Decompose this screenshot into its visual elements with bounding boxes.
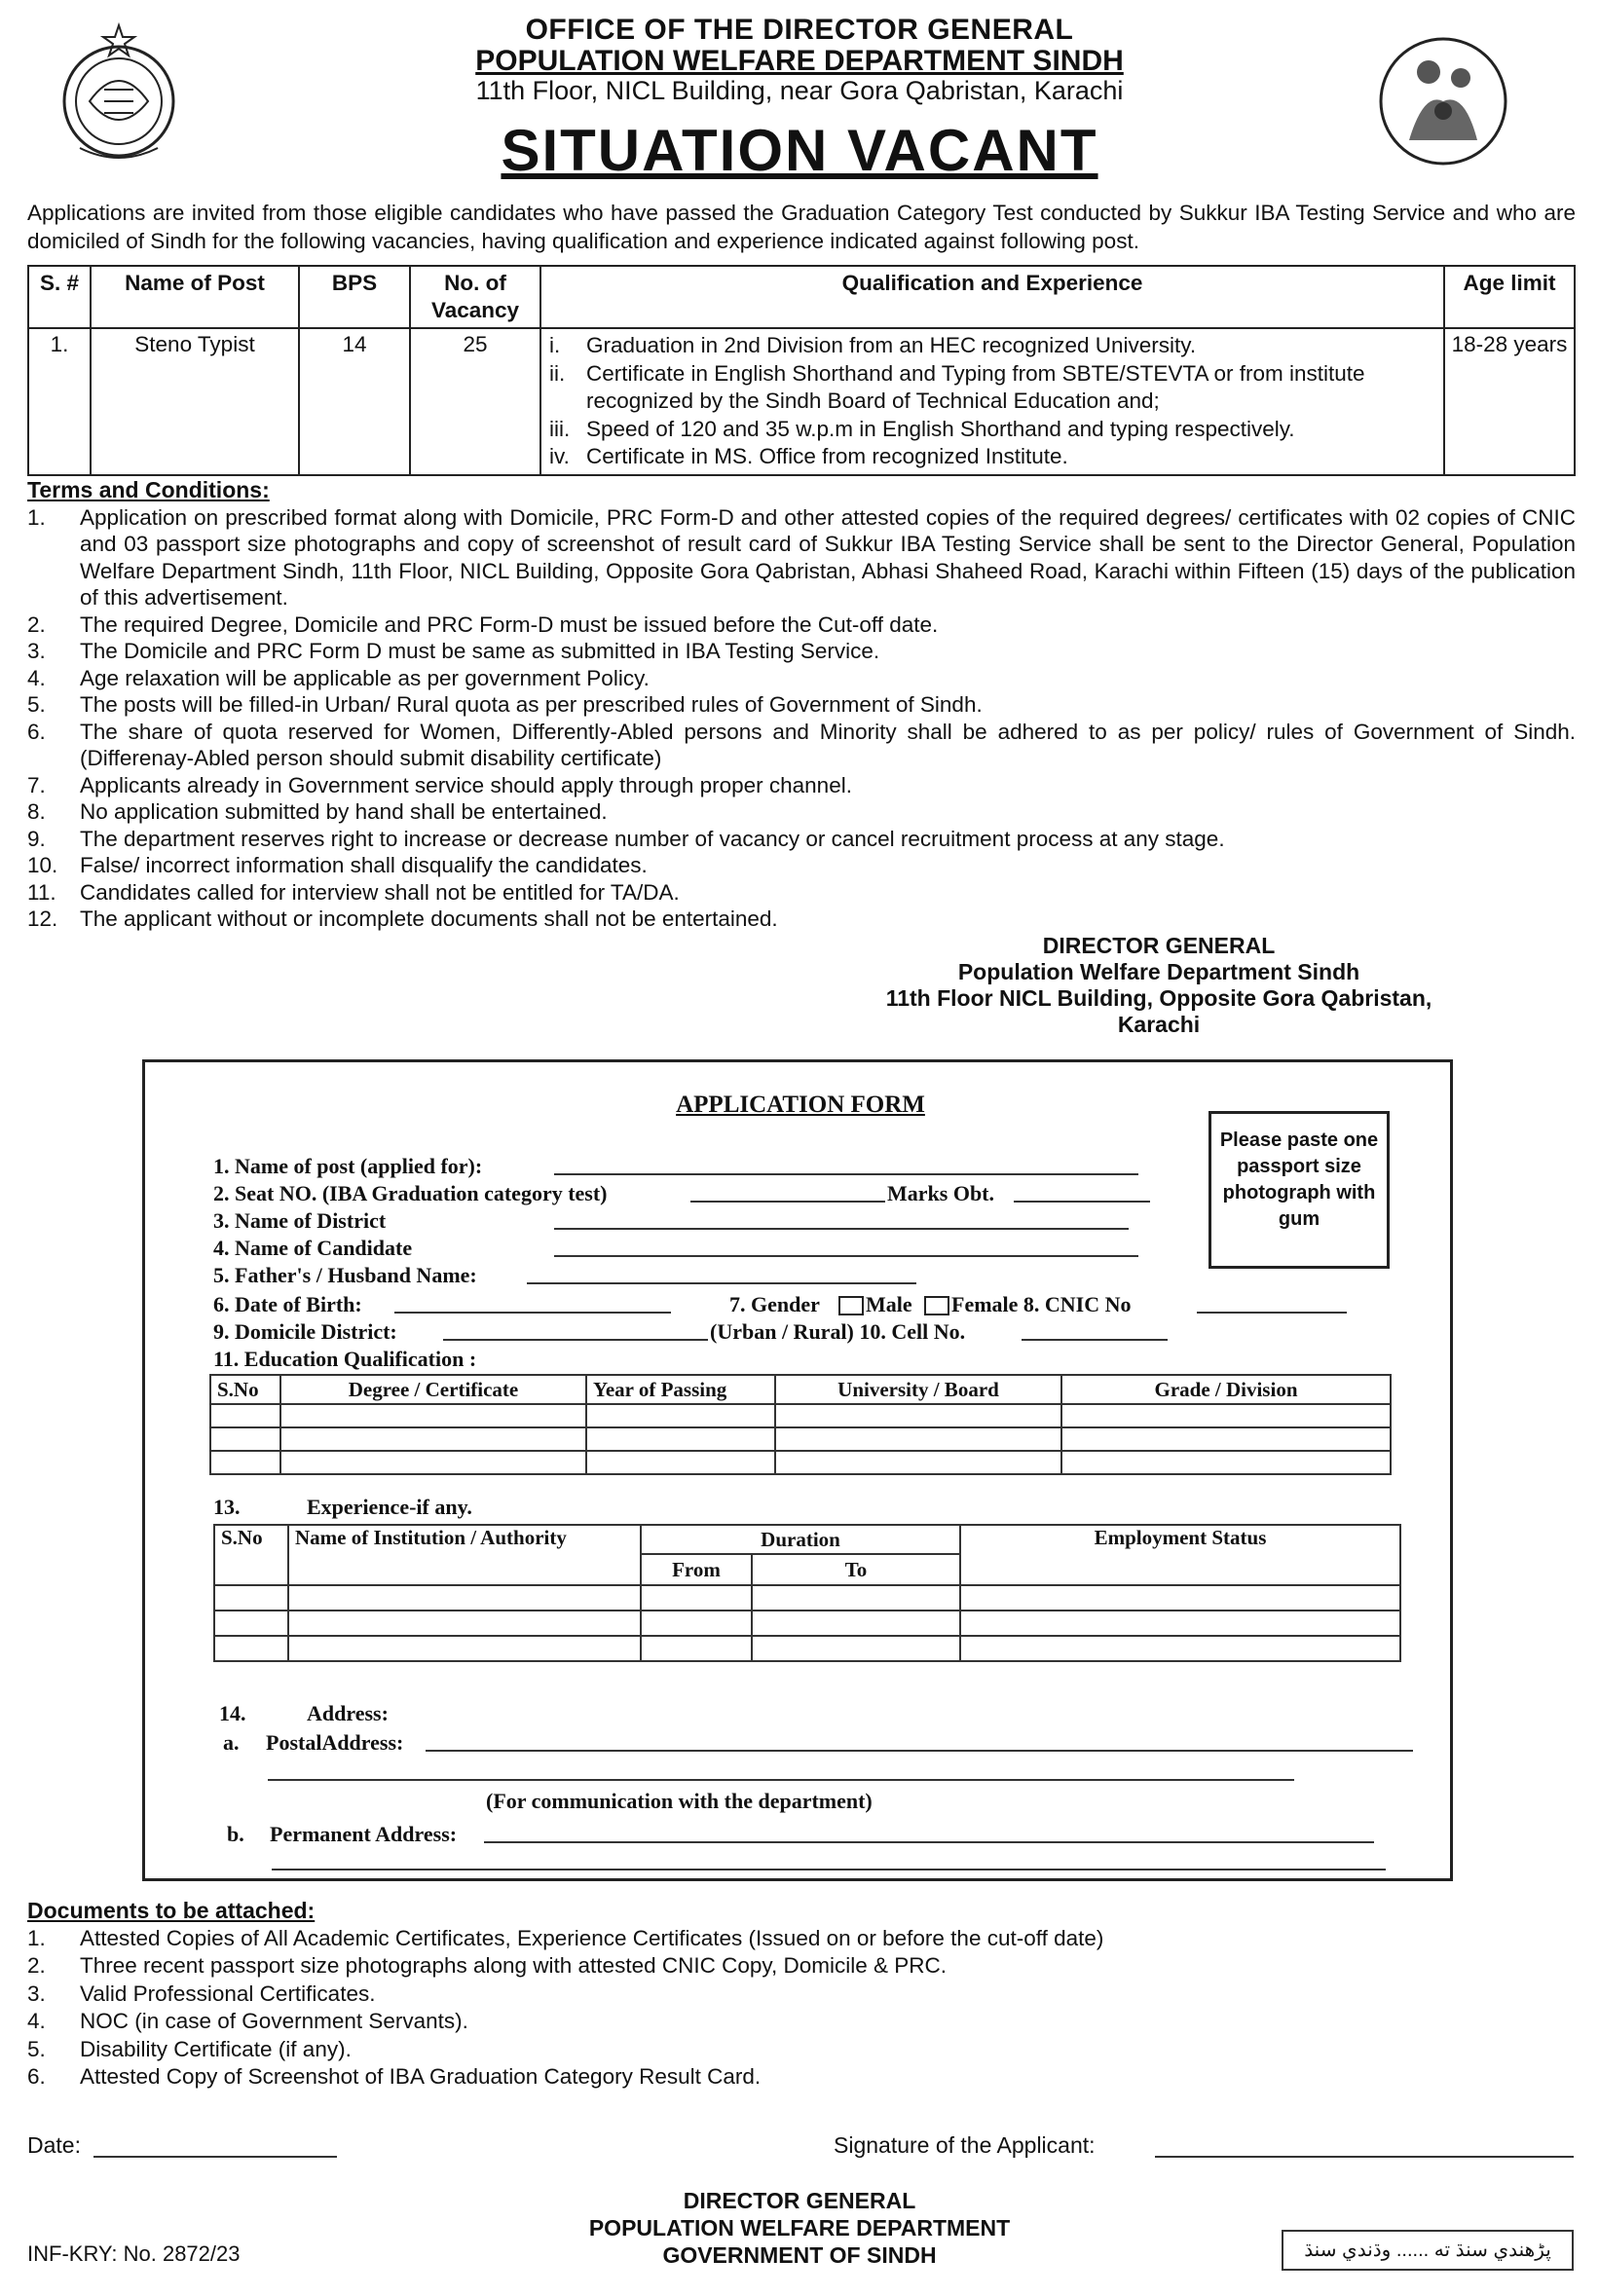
item-number: iii. xyxy=(549,416,571,441)
item-text: The department reserves right to increase or decrease number of vacancy or cancel recruitment process at any stage. xyxy=(80,826,1225,851)
permanent-input-line[interactable] xyxy=(484,1841,1374,1843)
table-row[interactable] xyxy=(214,1611,1400,1636)
item-text: Attested Copies of All Academic Certificates, Experience Certificates (Issued on or before the cut-off date) xyxy=(80,1925,1104,1950)
post-input-line[interactable] xyxy=(554,1173,1138,1175)
terms-section xyxy=(27,477,1576,933)
footer-line: GOVERNMENT OF SINDH xyxy=(662,2242,937,2268)
field-label-postal: PostalAddress: xyxy=(266,1730,404,1755)
field-label-post: 1. Name of post (applied for): xyxy=(213,1154,483,1178)
terms-list xyxy=(27,504,1576,933)
item-number: 3. xyxy=(27,639,46,663)
field-label-marks: Marks Obt. xyxy=(887,1181,994,1205)
exp-col-institution: Name of Institution / Authority xyxy=(288,1525,641,1585)
cell-sno: 1. xyxy=(28,328,91,475)
list-item xyxy=(547,332,1437,360)
sign-line: Karachi xyxy=(1117,1012,1201,1037)
item-number: 3. xyxy=(27,1981,46,2006)
postal-input-line-2[interactable] xyxy=(268,1779,1294,1781)
list-item xyxy=(27,1925,1576,1953)
list-item xyxy=(27,826,1576,853)
table-header-row xyxy=(28,266,1575,328)
item-number: ii. xyxy=(549,360,566,386)
cnic-input-line[interactable] xyxy=(1197,1312,1347,1314)
cell-input-line[interactable] xyxy=(1022,1339,1168,1341)
district-input-line[interactable] xyxy=(554,1228,1129,1230)
female-cnic-label: Female 8. CNIC No xyxy=(951,1292,1132,1316)
field-label-cell: (Urban / Rural) 10. Cell No. xyxy=(710,1319,966,1344)
exp-col-from: From xyxy=(641,1554,752,1585)
field-label-district: 3. Name of District xyxy=(213,1208,387,1233)
field-label-address: Address: xyxy=(307,1701,389,1725)
marks-input-line[interactable] xyxy=(1014,1201,1150,1203)
table-row xyxy=(28,328,1575,475)
exp-col-duration: Duration xyxy=(641,1525,960,1554)
edu-col-degree: Degree / Certificate xyxy=(280,1375,586,1404)
experience-table xyxy=(213,1524,1401,1662)
item-text: False/ incorrect information shall disqualify the candidates. xyxy=(80,853,648,877)
item-text: Valid Professional Certificates. xyxy=(80,1981,376,2006)
list-item xyxy=(27,504,1576,611)
item-text: The required Degree, Domicile and PRC Form-D must be issued before the Cut-off date. xyxy=(80,611,939,637)
item-number: 2. xyxy=(27,1953,46,1978)
item-text: Graduation in 2nd Division from an HEC recognized University. xyxy=(586,333,1197,357)
table-header-row xyxy=(210,1375,1391,1404)
inf-number: INF-KRY: No. 2872/23 xyxy=(27,2241,241,2266)
sign-line: Population Welfare Department Sindh xyxy=(957,959,1360,984)
table-row[interactable] xyxy=(214,1585,1400,1611)
table-row[interactable] xyxy=(210,1451,1391,1474)
list-item xyxy=(27,691,1576,719)
terms-title: Terms and Conditions: xyxy=(27,477,270,502)
list-item xyxy=(27,2008,1576,2036)
item-text: The Domicile and PRC Form D must be same as submitted in IBA Testing Service. xyxy=(80,639,880,663)
list-item xyxy=(27,852,1576,879)
item-number: 5. xyxy=(27,692,46,717)
item-number: 2. xyxy=(27,611,46,637)
field-label-domicile: 9. Domicile District: xyxy=(213,1319,397,1344)
table-row[interactable] xyxy=(214,1636,1400,1661)
cell-age: 18-28 years xyxy=(1444,328,1575,475)
list-item xyxy=(547,416,1437,444)
qualification-list xyxy=(547,332,1437,471)
sign-line: 11th Floor NICL Building, Opposite Gora Qabristan, xyxy=(885,985,1432,1011)
item-number: 7. xyxy=(27,772,46,797)
list-item xyxy=(27,719,1576,772)
item-text: The share of quota reserved for Women, Differently-Abled persons and Minority shall be adhered to as per policy/ rules of Government of Sindh. (Differenay-Abled person should submit disability certificate) xyxy=(80,719,1576,770)
footer-line: DIRECTOR GENERAL xyxy=(683,2188,916,2213)
male-label: Male xyxy=(866,1292,912,1316)
col-qualification: Qualification and Experience xyxy=(540,266,1444,328)
list-item xyxy=(547,443,1437,471)
signature-label: Signature of the Applicant: xyxy=(834,2132,1096,2158)
edu-col-sno: S.No xyxy=(210,1375,280,1404)
list-item xyxy=(27,798,1576,826)
field-label-education: 11. Education Qualification : xyxy=(213,1347,477,1371)
item-text: Certificate in MS. Office from recognized Institute. xyxy=(586,444,1068,468)
cell-bps: 14 xyxy=(299,328,410,475)
item-number: 1. xyxy=(27,504,46,530)
edu-col-grade: Grade / Division xyxy=(1061,1375,1391,1404)
list-item xyxy=(27,2036,1576,2064)
table-header-row xyxy=(214,1525,1400,1554)
field-label-14: 14. xyxy=(219,1701,246,1725)
field-label-candidate: 4. Name of Candidate xyxy=(213,1236,413,1260)
list-item xyxy=(27,772,1576,799)
list-item xyxy=(547,360,1437,416)
list-item xyxy=(27,906,1576,933)
col-sno: S. # xyxy=(28,266,91,328)
list-item xyxy=(27,879,1576,907)
field-label-gender: 7. Gender xyxy=(729,1292,820,1316)
field-label-father: 5. Father's / Husband Name: xyxy=(213,1263,477,1287)
item-text: The applicant without or incomplete documents shall not be entertained. xyxy=(80,907,778,931)
item-text: NOC (in case of Government Servants). xyxy=(80,2009,468,2033)
item-text: No application submitted by hand shall be entertained. xyxy=(80,799,608,824)
table-row[interactable] xyxy=(210,1427,1391,1451)
item-number: 5. xyxy=(27,2036,46,2061)
field-label-a: a. xyxy=(223,1730,240,1755)
department-heading: POPULATION WELFARE DEPARTMENT SINDH xyxy=(475,45,1124,77)
footer-line: POPULATION WELFARE DEPARTMENT xyxy=(588,2215,1011,2240)
father-input-line[interactable] xyxy=(527,1282,916,1284)
table-row[interactable] xyxy=(210,1404,1391,1427)
signature-input-line[interactable] xyxy=(1155,2156,1574,2158)
col-post: Name of Post xyxy=(91,266,299,328)
item-number: 8. xyxy=(27,799,46,824)
item-number: 10. xyxy=(27,853,58,877)
candidate-input-line[interactable] xyxy=(554,1255,1138,1257)
page-title: SITUATION VACANT xyxy=(501,118,1098,183)
documents-title: Documents to be attached: xyxy=(27,1898,316,1923)
male-checkbox[interactable] xyxy=(838,1296,864,1315)
cell-post: Steno Typist xyxy=(91,328,299,475)
item-number: 1. xyxy=(27,1925,46,1950)
item-number: 6. xyxy=(27,2064,46,2089)
dob-input-line[interactable] xyxy=(394,1312,671,1314)
list-item xyxy=(27,611,1576,639)
field-label-13: 13. xyxy=(213,1495,241,1519)
list-item xyxy=(27,665,1576,692)
item-number: 12. xyxy=(27,907,58,931)
field-label-b: b. xyxy=(227,1822,244,1846)
item-text: Three recent passport size photographs along with attested CNIC Copy, Domicile & PRC. xyxy=(80,1953,947,1978)
exp-col-sno: S.No xyxy=(214,1525,288,1585)
item-number: 4. xyxy=(27,2009,46,2033)
address-heading: 11th Floor, NICL Building, near Gora Qabristan, Karachi xyxy=(475,76,1124,105)
item-text: Certificate in English Shorthand and Typing from SBTE/STEVTA or from institute recognized by the Sindh Board of Technical Education and; xyxy=(586,360,1365,413)
field-label-experience: Experience-if any. xyxy=(307,1495,472,1519)
edu-col-university: University / Board xyxy=(775,1375,1061,1404)
exp-col-status: Employment Status xyxy=(960,1525,1400,1585)
edu-col-year: Year of Passing xyxy=(586,1375,775,1404)
urdu-slogan: پڑھندي سنڌ ته ...... وڌندي سنڌ xyxy=(1282,2230,1574,2271)
item-number: iv. xyxy=(549,444,570,468)
item-number: 6. xyxy=(27,719,46,744)
photo-box: Please paste one passport size photograph with gum xyxy=(1209,1111,1390,1269)
item-number: 4. xyxy=(27,665,46,690)
col-vacancy: No. of Vacancy xyxy=(410,266,540,328)
postal-note: (For communication with the department) xyxy=(486,1789,873,1813)
female-checkbox[interactable] xyxy=(924,1296,949,1315)
item-text: Application on prescribed format along with Domicile, PRC Form-D and other attested copies of the required degrees/ certificates with 02 copies of CNIC and 03 passport size photographs and copy of screenshot of result card of Sukkur IBA Testing Service shall be sent to the Director General, Population Welfare Department Sindh, 11th Floor, NICL Building, Opposite Gora Qabristan, Abhasi Shaheed Road, Karachi within Fifteen (15) days of the publication of this advertisement. xyxy=(80,504,1576,610)
item-text: Age relaxation will be applicable as per government Policy. xyxy=(80,665,650,690)
intro-paragraph: Applications are invited from those eligible candidates who have passed the Graduation Category Test conducted by Sukkur IBA Testing Service and who are domiciled of Sindh for the following vacancies, having qualification and experience indicated against following post. xyxy=(27,201,1576,253)
item-number: 11. xyxy=(27,879,56,905)
sign-line: DIRECTOR GENERAL xyxy=(1042,933,1276,958)
list-item xyxy=(27,1952,1576,1981)
item-text: The posts will be filled-in Urban/ Rural quota as per prescribed rules of Government of Sindh. xyxy=(80,692,983,717)
col-bps: BPS xyxy=(299,266,410,328)
col-age: Age limit xyxy=(1444,266,1575,328)
field-label-seat: 2. Seat NO. (IBA Graduation category test) xyxy=(213,1181,608,1205)
application-form xyxy=(142,1059,1453,1881)
item-number: 9. xyxy=(27,826,46,851)
vacancy-table xyxy=(27,265,1576,476)
documents-section xyxy=(27,1897,1576,2092)
date-label: Date: xyxy=(27,2132,81,2158)
item-number: i. xyxy=(549,333,561,357)
date-input-line[interactable] xyxy=(93,2156,337,2158)
documents-list xyxy=(27,1925,1576,2092)
domicile-input-line[interactable] xyxy=(443,1339,708,1341)
education-table xyxy=(209,1374,1392,1475)
field-label-dob: 6. Date of Birth: xyxy=(213,1292,362,1316)
list-item xyxy=(27,638,1576,665)
office-heading: OFFICE OF THE DIRECTOR GENERAL xyxy=(525,14,1074,46)
postal-input-line[interactable] xyxy=(426,1750,1413,1752)
cell-qualification xyxy=(540,328,1444,475)
item-text: Speed of 120 and 35 w.p.m in English Shorthand and typing respectively. xyxy=(586,416,1295,441)
item-text: Candidates called for interview shall not be entitled for TA/DA. xyxy=(80,879,680,905)
seat-input-line[interactable] xyxy=(690,1201,885,1203)
item-text: Applicants already in Government service should apply through proper channel. xyxy=(80,772,852,797)
permanent-input-line-2[interactable] xyxy=(272,1869,1386,1870)
director-signature-block xyxy=(789,933,1529,1038)
exp-col-to: To xyxy=(752,1554,960,1585)
cell-vacancy: 25 xyxy=(410,328,540,475)
item-text: Attested Copy of Screenshot of IBA Graduation Category Result Card. xyxy=(80,2064,762,2089)
item-text: Disability Certificate (if any). xyxy=(80,2036,352,2061)
form-title: APPLICATION FORM xyxy=(676,1092,925,1118)
field-label-permanent: Permanent Address: xyxy=(270,1822,458,1846)
list-item xyxy=(27,1981,1576,2009)
list-item xyxy=(27,2063,1576,2092)
